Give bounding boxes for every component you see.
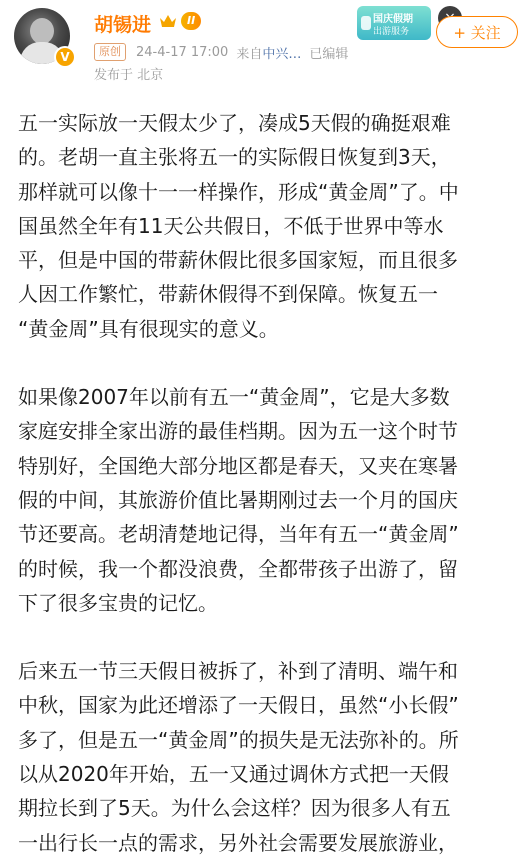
promo-line1: 国庆假期 [373,14,413,25]
avatar-face [30,18,54,44]
paragraph-2 [18,380,518,620]
promo-banner[interactable] [357,6,431,40]
text-line: 人因工作繁忙，带薪休假得不到保障。恢复五一 [18,282,438,307]
paragraph-gap [18,346,518,380]
phone-icon [361,16,371,30]
text-line: 中秋，国家为此还增添了一天假日，虽然“小长假” [18,693,459,718]
post-meta [94,42,348,62]
text-line: 多了，但是五一“黄金周”的损失是无法弥补的。所 [18,727,459,752]
text-line: 期拉长到了5天。为什么会这样？因为很多人有五 [18,796,451,821]
text-line: 特别好，全国绝大部分地区都是春天，又夹在寒暑 [18,453,458,478]
text-line: 以从2020年开始，五一又通过调休方式把一天假 [18,762,449,787]
author-name[interactable]: 胡锡进 [94,14,152,36]
text-line: 家庭安排全家出游的最佳档期。因为五一这个时节 [18,419,458,444]
text-line: 后来五一节三天假日被拆了，补到了清明、端午和 [18,659,458,684]
text-line: 节还要高。老胡清楚地记得，当年有五一“黄金周” [18,522,459,547]
text-line: 那样就可以像十一一样操作，形成“黄金周”了。中 [18,179,459,204]
edited-label[interactable]: 已编辑 [309,46,349,62]
text-line: 假的中间，其旅游价值比暑期刚过去一个月的国庆 [18,487,458,512]
follow-button[interactable]: + 关注 [436,16,518,48]
post-time: 24-4-17 17:00 [136,44,229,60]
paragraph-1 [18,106,518,346]
text-line: 五一实际放一天假太少了，凑成5天假的确挺艰难 [18,111,451,135]
paragraph-3 [18,654,518,860]
text-line: 一出行长一点的需求，另外社会需要发展旅游业， [18,830,458,855]
text-line: 的。老胡一直主张将五一的实际假日恢复到3天， [18,145,451,170]
promo-line2: 出游服务 [373,27,410,37]
source-prefix: 来自 [236,46,263,62]
text-line: 国虽然全年有11天公共假日，不低于世界中等水 [18,213,444,238]
post-location: 发布于 北京 [94,68,164,83]
text-line: 如果像2007年以前有五一“黄金周”，它是大多数 [18,385,450,410]
paragraph-gap [18,620,518,654]
text-line: “黄金周”具有很现实的意义。 [18,316,279,341]
post-body [18,106,518,860]
post-header [0,0,526,92]
crown-icon [159,13,177,29]
text-line: 平，但是中国的带薪休假比很多国家短，而且很多 [18,248,458,273]
text-line: 下了很多宝贵的记忆。 [18,590,218,615]
original-tag: 原创 [94,43,126,61]
source-link[interactable]: 中兴… [262,46,302,62]
text-line: 的时候，我一个都没浪费，全都带孩子出游了，留 [18,556,458,581]
verified-badge-icon: V [54,46,76,68]
level-badge: II [181,12,201,30]
